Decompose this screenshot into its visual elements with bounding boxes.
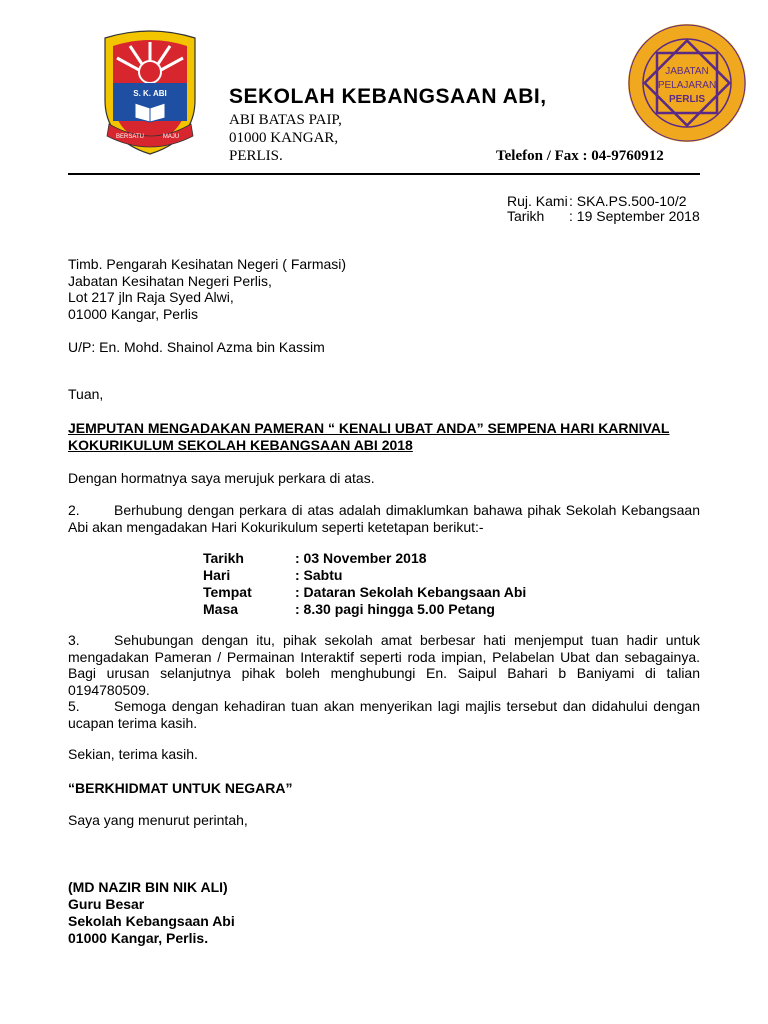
salutation: Tuan, xyxy=(68,386,104,402)
seal-text-line-1: JABATAN xyxy=(665,66,709,77)
school-crest-logo xyxy=(95,28,205,158)
recipient-line: Lot 217 jln Raja Syed Alwi, xyxy=(68,289,234,305)
signatory-address: 01000 Kangar, Perlis. xyxy=(68,930,209,946)
event-details xyxy=(203,550,526,618)
paragraph-3-text: Sehubungan dengan itu, pihak sekolah amat berbesar hati menjemput tuan hadir untuk mengadakan Pameran / Permainan Interaktif seperti roda impian, Pelabelan Ubat dan sebagainya. Bagi urusan selanjutnya pihak boleh menghubungi En. Saipul Bahari b Baniyami di talian 0194780509. xyxy=(68,632,700,698)
date-label: Tarikh xyxy=(507,208,545,224)
school-name-heading: SEKOLAH KEBANGSAAN ABI, xyxy=(229,85,547,108)
signatory-school: Sekolah Kebangsaan Abi xyxy=(68,913,235,929)
paragraph-5-text: Semoga dengan kehadiran tuan akan menyerikan lagi majlis tersebut dan didahului dengan ucapan terima kasih. xyxy=(68,698,700,731)
paragraph-number: 2. xyxy=(68,502,80,518)
crest-school-text: S. K. ABI xyxy=(133,89,167,98)
reference-label: Ruj. Kami xyxy=(507,193,568,209)
recipient-line: Jabatan Kesihatan Negeri Perlis, xyxy=(68,272,272,289)
seal-text-line-2: PELAJARAN xyxy=(657,80,717,91)
letter-date xyxy=(507,208,700,224)
phone-fax: Telefon / Fax : 04-9760912 xyxy=(496,148,664,164)
letterhead-divider xyxy=(68,173,700,175)
detail-row-venue: Tempat : Dataran Sekolah Kebangsaan Abi xyxy=(203,584,527,600)
crest-motto-right: MAJU xyxy=(162,134,180,140)
detail-row-time: Masa : 8.30 pagi hingga 5.00 Petang xyxy=(203,601,495,617)
detail-row-date: Tarikh : 03 November 2018 xyxy=(203,550,427,566)
detail-row-day: Hari : Sabtu xyxy=(203,567,343,583)
paragraph-number: 3. xyxy=(68,632,80,648)
paragraph-number: 5. xyxy=(68,698,80,714)
address-line-2: 01000 KANGAR, xyxy=(229,130,339,146)
address-line-3: PERLIS. xyxy=(229,148,283,164)
signatory-title: Guru Besar xyxy=(68,896,145,912)
jabatan-pelajaran-seal-logo xyxy=(626,22,748,144)
motto: “BERKHIDMAT UNTUK NEGARA” xyxy=(68,780,293,796)
paragraph-5 xyxy=(68,698,700,731)
paragraph-3 xyxy=(68,632,700,698)
reference-value: : SKA.PS.500-10/2 xyxy=(569,193,687,209)
letter-subject xyxy=(68,420,700,453)
paragraph-2-text: Berhubung dengan perkara di atas adalah dimaklumkan bahawa pihak Sekolah Kebangsaan Abi akan mengadakan Hari Kokurikulum seperti ketetapan berikut:- xyxy=(68,502,700,535)
signatory-block xyxy=(68,879,235,947)
paragraph-2 xyxy=(68,502,700,535)
address-line-1: ABI BATAS PAIP, xyxy=(229,112,342,128)
recipient-address xyxy=(68,256,568,322)
seal-text-line-3: PERLIS xyxy=(668,94,706,105)
signatory-name: (MD NAZIR BIN NIK ALI) xyxy=(68,879,228,895)
recipient-line: Timb. Pengarah Kesihatan Negeri ( Farmasi) xyxy=(68,256,347,272)
closing-remark: Sekian, terima kasih. xyxy=(68,746,198,762)
opening-paragraph: Dengan hormatnya saya merujuk perkara di atas. xyxy=(68,470,375,486)
recipient-line: 01000 Kangar, Perlis xyxy=(68,305,198,322)
attention-line: U/P: En. Mohd. Shainol Azma bin Kassim xyxy=(68,339,325,355)
subject-line-1: JEMPUTAN MENGADAKAN PAMERAN “ KENALI UBAT ANDA” SEMPENA HARI KARNIVAL xyxy=(68,420,670,436)
subject-line-2: KOKURIKULUM SEKOLAH KEBANGSAAN ABI 2018 xyxy=(68,436,413,453)
reference-number xyxy=(507,193,687,209)
crest-motto-left: BERSATU xyxy=(116,134,144,140)
date-value: : 19 September 2018 xyxy=(569,208,700,224)
sign-off: Saya yang menurut perintah, xyxy=(68,812,248,828)
